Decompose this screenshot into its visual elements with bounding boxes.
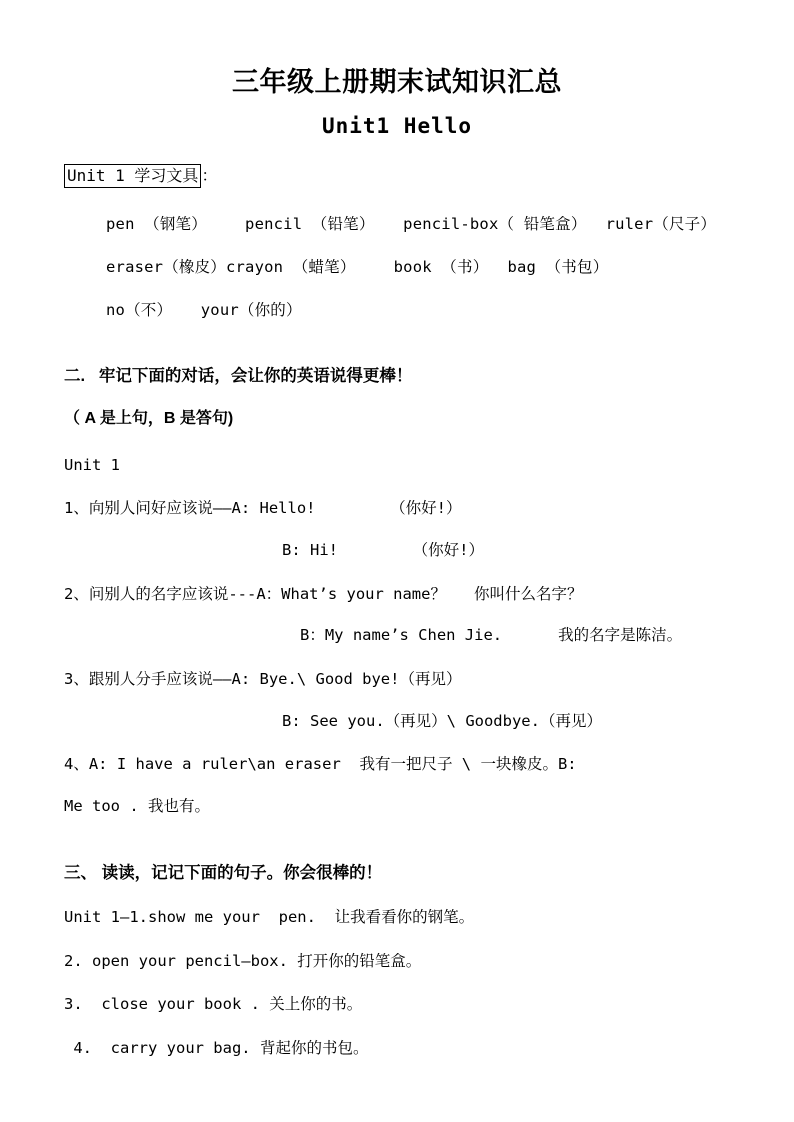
dialogue-answer: B: See you.（再见）\ Goodbye.（再见） <box>282 711 602 730</box>
document-title: 三年级上册期末试知识汇总 <box>232 67 562 97</box>
dialogue-item <box>64 584 730 647</box>
dialogue-answer: B: Hi! （你好!） <box>282 540 484 559</box>
vocabulary-line: eraser（橡皮）crayon （蜡笔） book （书） bag （书包） <box>106 258 609 277</box>
dialogue-list <box>64 498 730 818</box>
dialogue-prompt: 4、A: I have a ruler\an eraser 我有一把尺子 \ 一块橡皮。B: <box>64 755 577 774</box>
sentences-section-heading: 三、 读读，记记下面的句子。你会很棒的！ <box>64 863 383 882</box>
sentence-line: Unit 1—1.show me your pen. 让我看看你的钢笔。 <box>64 907 475 926</box>
dialogue-answer: B：My name’s Chen Jie. 我的名字是陈洁。 <box>300 626 683 645</box>
sentence-line: 3. close your book . 关上你的书。 <box>64 995 363 1014</box>
sentence-line: 2. open your pencil—box. 打开你的铅笔盒。 <box>64 951 422 970</box>
dialogue-continuation: Me too . 我也有。 <box>64 797 210 816</box>
dialogue-item <box>64 669 730 732</box>
dialogue-section-note: （ A 是上句，B 是答句) <box>64 410 234 428</box>
vocabulary-heading-colon: ： <box>201 165 218 185</box>
section-spacer <box>64 818 730 862</box>
sentence-list <box>64 907 730 1060</box>
document-subtitle: Unit1 Hello <box>321 113 473 138</box>
vocabulary-line: pen （钢笔） pencil （铅笔） pencil-box（ 铅笔盒） ruler（尺子） <box>106 215 717 234</box>
sentence-line: 4. carry your bag. 背起你的书包。 <box>64 1038 369 1057</box>
vocabulary-list <box>64 214 730 321</box>
dialogue-item <box>64 498 730 561</box>
dialogue-prompt: 2、问别人的名字应该说---A：What’s your name？ 你叫什么名字？ <box>64 584 583 603</box>
dialogue-item <box>64 754 730 817</box>
section-spacer <box>64 321 730 365</box>
vocabulary-heading-box: Unit 1 学习文具 <box>64 164 201 189</box>
vocabulary-line: no（不） your（你的） <box>106 301 302 320</box>
dialogue-prompt: 1、向别人问好应该说――A: Hello! （你好!） <box>64 499 462 518</box>
dialogue-unit-label: Unit 1 <box>64 455 120 474</box>
dialogue-section-heading: 二. 牢记下面的对话，会让你的英语说得更棒！ <box>64 367 413 386</box>
dialogue-prompt: 3、跟别人分手应该说――A: Bye.\ Good bye!（再见） <box>64 670 462 689</box>
vocabulary-heading-row <box>64 164 730 189</box>
